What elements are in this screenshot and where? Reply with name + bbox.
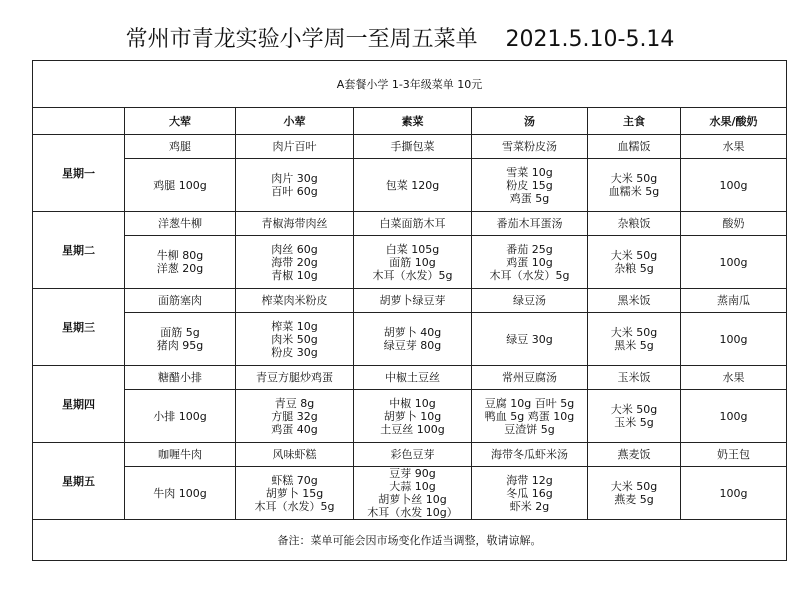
ingredient-cell (588, 236, 681, 289)
ingredient-line: 冬瓜 16g (506, 486, 553, 500)
ingredient-line: 肉片 30g (271, 172, 318, 185)
day-label: 星期二 (33, 212, 125, 289)
dish-name: 胡萝卜绿豆芽 (354, 289, 472, 313)
ingredient-cell (236, 390, 354, 443)
ingredient-line: 肉米 50g (271, 332, 318, 346)
ingredient-cell (681, 159, 787, 212)
ingredient-cell (236, 313, 354, 366)
day-label: 星期一 (33, 135, 125, 212)
day-label: 星期四 (33, 366, 125, 443)
footnote: 备注：菜单可能会因市场变化作适当调整，敬请谅解。 (33, 520, 787, 561)
ingredient-cell (472, 313, 588, 366)
ingredient-line: 大米 50g (610, 480, 658, 493)
dish-name: 海带冬瓜虾米汤 (472, 443, 588, 467)
ingredient-cell (588, 313, 681, 366)
header-cell: 汤 (472, 108, 588, 135)
ingredient-row (33, 236, 787, 289)
page-title: 常州市青龙实验小学周一至周五菜单 2021.5.10-5.14 (125, 27, 675, 52)
dish-name: 肉片百叶 (236, 135, 354, 159)
ingredient-line: 木耳（水发）5g (489, 268, 570, 282)
ingredient-line: 杂粮 5g (614, 262, 654, 275)
ingredient-cell (125, 236, 236, 289)
ingredient-line: 100g (719, 409, 748, 423)
dish-name: 黑米饭 (588, 289, 681, 313)
ingredient-cell (472, 467, 588, 520)
ingredient-line: 绿豆芽 80g (383, 339, 442, 352)
ingredient-cell (588, 467, 681, 520)
dish-name: 水果 (681, 366, 787, 390)
ingredient-line: 黑米 5g (614, 339, 654, 352)
ingredient-cell (354, 467, 472, 520)
dish-name: 水果 (681, 135, 787, 159)
dish-name-row (33, 443, 787, 467)
dish-name: 酸奶 (681, 212, 787, 236)
ingredient-cell (354, 313, 472, 366)
ingredient-line: 猪肉 95g (156, 339, 204, 352)
ingredient-line: 包菜 120g (385, 178, 440, 192)
header-cell: 大荤 (125, 108, 236, 135)
header-cell: 水果/酸奶 (681, 108, 787, 135)
dish-name: 咖喱牛肉 (125, 443, 236, 467)
ingredient-line: 中椒 10g (389, 396, 436, 410)
ingredient-line: 100g (719, 255, 748, 269)
ingredient-cell (472, 236, 588, 289)
dish-name: 常州豆腐汤 (472, 366, 588, 390)
ingredient-line: 大米 50g (610, 403, 658, 416)
ingredient-line: 面筋 5g (160, 326, 200, 339)
header-cell (33, 108, 125, 135)
ingredient-line: 鸡蛋 5g (509, 191, 550, 205)
ingredient-line: 鸡蛋 40g (271, 422, 318, 436)
ingredient-cell (588, 390, 681, 443)
ingredient-line: 牛肉 100g (153, 486, 207, 500)
dish-name: 手撕包菜 (354, 135, 472, 159)
ingredient-line: 胡萝卜丝 10g (378, 493, 447, 506)
ingredient-line: 面筋 10g (389, 255, 436, 269)
ingredient-line: 大米 50g (610, 249, 658, 262)
dish-name: 奶王包 (681, 443, 787, 467)
ingredient-line: 100g (719, 178, 748, 192)
ingredient-line: 虾糕 70g (271, 473, 318, 487)
ingredient-line: 大蒜 10g (389, 480, 436, 493)
ingredient-line: 番茄 25g (506, 242, 553, 256)
dish-name: 燕麦饭 (588, 443, 681, 467)
header-cell: 小荤 (236, 108, 354, 135)
ingredient-cell (125, 390, 236, 443)
dish-name: 中椒土豆丝 (354, 366, 472, 390)
dish-name: 青豆方腿炒鸡蛋 (236, 366, 354, 390)
ingredient-cell (681, 467, 787, 520)
ingredient-line: 青豆 8g (274, 396, 315, 410)
ingredient-cell (681, 313, 787, 366)
dish-name: 绿豆汤 (472, 289, 588, 313)
ingredient-cell (681, 390, 787, 443)
dish-name: 雪菜粉皮汤 (472, 135, 588, 159)
ingredient-cell (354, 159, 472, 212)
ingredient-line: 鸭血 5g 鸡蛋 10g (484, 409, 575, 423)
dish-name: 血糯饭 (588, 135, 681, 159)
ingredient-cell (236, 467, 354, 520)
ingredient-line: 白菜 105g (385, 242, 440, 256)
ingredient-row (33, 390, 787, 443)
ingredient-line: 玉米 5g (614, 416, 654, 429)
header-row (33, 108, 787, 135)
dish-name: 糖醋小排 (125, 366, 236, 390)
dish-name: 鸡腿 (125, 135, 236, 159)
ingredient-line: 木耳（水发 10g） (367, 506, 458, 519)
ingredient-line: 燕麦 5g (614, 493, 654, 506)
ingredient-line: 绿豆 30g (506, 332, 553, 346)
day-label: 星期三 (33, 289, 125, 366)
dish-name: 榨菜肉米粉皮 (236, 289, 354, 313)
ingredient-line: 百叶 60g (271, 185, 318, 198)
dish-name: 青椒海带肉丝 (236, 212, 354, 236)
ingredient-line: 肉丝 60g (271, 242, 318, 256)
ingredient-cell (472, 159, 588, 212)
ingredient-line: 海带 12g (506, 473, 553, 487)
ingredient-row (33, 313, 787, 366)
ingredient-line: 小排 100g (153, 409, 207, 423)
ingredient-line: 豆腐 10g 百叶 5g (484, 396, 575, 410)
dish-name-row (33, 135, 787, 159)
ingredient-line: 豆渣饼 5g (504, 422, 555, 436)
dish-name-row (33, 289, 787, 313)
ingredient-line: 胡萝卜 10g (383, 409, 442, 423)
ingredient-line: 大米 50g (610, 172, 658, 185)
ingredient-line: 胡萝卜 40g (383, 326, 442, 339)
ingredient-line: 大米 50g (610, 326, 658, 339)
ingredient-cell (125, 313, 236, 366)
ingredient-line: 洋葱 20g (156, 262, 204, 275)
ingredient-line: 海带 20g (271, 255, 318, 269)
ingredient-line: 木耳（水发）5g (372, 268, 453, 282)
day-label: 星期五 (33, 443, 125, 520)
ingredient-line: 土豆丝 100g (380, 422, 445, 436)
ingredient-cell (125, 467, 236, 520)
dish-name: 番茄木耳蛋汤 (472, 212, 588, 236)
dish-name: 彩色豆芽 (354, 443, 472, 467)
ingredient-line: 榨菜 10g (271, 319, 318, 333)
ingredient-cell (354, 236, 472, 289)
dish-name-row (33, 366, 787, 390)
ingredient-line: 100g (719, 332, 748, 346)
ingredient-row (33, 159, 787, 212)
ingredient-line: 雪菜 10g (506, 165, 553, 179)
ingredient-line: 100g (719, 486, 748, 500)
dish-name: 玉米饭 (588, 366, 681, 390)
dish-name: 面筋塞肉 (125, 289, 236, 313)
ingredient-line: 胡萝卜 15g (265, 486, 324, 500)
dish-name: 白菜面筋木耳 (354, 212, 472, 236)
ingredient-line: 牛柳 80g (156, 249, 204, 262)
ingredient-line: 鸡腿 100g (153, 178, 207, 192)
ingredient-line: 豆芽 90g (389, 467, 436, 480)
ingredient-line: 鸡蛋 10g (506, 255, 553, 269)
ingredient-cell (125, 159, 236, 212)
ingredient-line: 方腿 32g (271, 409, 318, 423)
ingredient-cell (236, 236, 354, 289)
dish-name: 洋葱牛柳 (125, 212, 236, 236)
ingredient-line: 青椒 10g (271, 268, 318, 282)
menu-table (32, 60, 787, 561)
ingredient-line: 粉皮 15g (506, 178, 553, 192)
dish-name: 风味虾糕 (236, 443, 354, 467)
ingredient-row (33, 467, 787, 520)
ingredient-cell (472, 390, 588, 443)
dish-name: 蒸南瓜 (681, 289, 787, 313)
menu-banner: A套餐小学 1-3年级菜单 10元 (33, 61, 787, 108)
dish-name: 杂粮饭 (588, 212, 681, 236)
ingredient-cell (588, 159, 681, 212)
header-cell: 主食 (588, 108, 681, 135)
ingredient-line: 木耳（水发）5g (254, 499, 335, 513)
ingredient-cell (236, 159, 354, 212)
dish-name-row (33, 212, 787, 236)
ingredient-cell (681, 236, 787, 289)
ingredient-cell (354, 390, 472, 443)
header-cell: 素菜 (354, 108, 472, 135)
ingredient-line: 粉皮 30g (271, 345, 318, 359)
ingredient-line: 虾米 2g (509, 499, 550, 513)
ingredient-line: 血糯米 5g (608, 185, 660, 198)
